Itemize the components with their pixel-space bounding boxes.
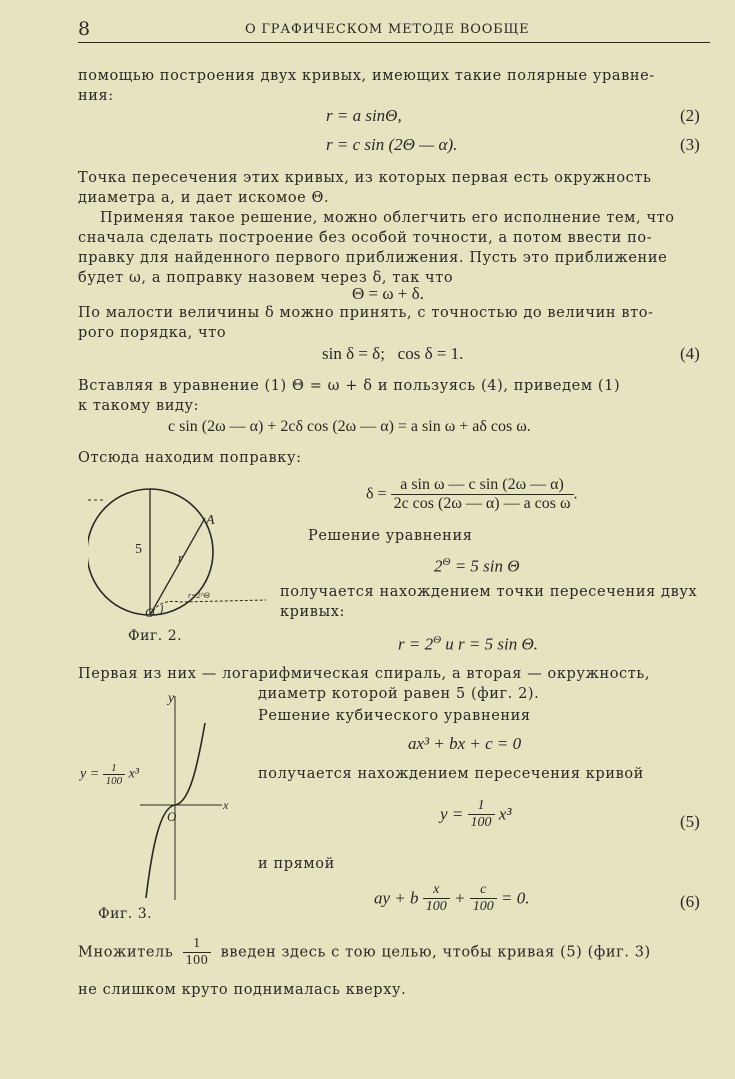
fig3-eq-rhs: x³ (128, 766, 140, 782)
equation-curves: $r = 2^\Theta$ и r = 5 sin Θ. (398, 634, 538, 654)
equation-number: (2) (680, 106, 700, 125)
eq5-fraction (468, 798, 495, 831)
p11-end: введен здесь с тою целью, чтобы кривая (5) (фиг. 3) (220, 944, 651, 961)
equation-long: c sin (2ω — α) + 2cδ cos (2ω — α) = a sin ω + aδ cos ω. (168, 418, 531, 435)
eq6-100a: 100 (423, 898, 450, 915)
eq6-c: c (480, 882, 487, 897)
text-line: По малости величины δ можно принять, с точностью до величин вто- (78, 305, 654, 321)
text-line: получается нахождением точки пересечения двух (280, 584, 698, 600)
p11-fraction (183, 936, 212, 969)
equation-3: r = c sin (2Θ — α). (326, 135, 458, 154)
header-rule (78, 42, 710, 43)
text-line: к такому виду: (78, 398, 200, 414)
delta-fraction (391, 476, 574, 513)
text-line: Вставляя в уравнение (1) Θ = ω + δ и пользуясь (4), приведем (1) (78, 378, 621, 394)
fig3-eq-den: 100 (103, 774, 126, 787)
text-line: диаметр которой равен 5 (фиг. 2). (258, 686, 540, 702)
p11-num: 1 (193, 936, 201, 951)
text-line: ния: (78, 88, 114, 104)
eq6-x: x (433, 882, 440, 897)
eq5-den: 100 (468, 814, 495, 831)
equation-6 (374, 882, 530, 915)
delta-end: . (573, 485, 578, 503)
fig2-label-A: A (206, 513, 215, 528)
fig2-radius-vector (150, 518, 205, 615)
equation-number: (5) (680, 812, 700, 831)
fig3-label-O: O (167, 809, 177, 824)
text-line: Отсюда находим поправку: (78, 450, 302, 466)
delta-denominator: 2c cos (2ω — α) — a cos ω (391, 494, 574, 513)
figure-3 (80, 688, 255, 903)
text-line: Решение уравнения (308, 528, 473, 544)
equation-number: (3) (680, 135, 700, 154)
eq5-rhs: x³ (498, 804, 512, 824)
eq6-frac-c (470, 882, 497, 915)
fig3-curve-label (80, 762, 139, 787)
equation-number: (4) (680, 344, 700, 363)
running-title: О ГРАФИЧЕСКОМ МЕТОДЕ ВООБЩЕ (245, 22, 530, 37)
text-line: сначала сделать построение без особой точности, а потом ввести по- (78, 230, 653, 246)
fig3-eq-num: 1 (111, 762, 117, 774)
figure-2 (88, 478, 268, 618)
eq6-100b: 100 (470, 898, 497, 915)
equation-theta: Θ = ω + δ. (352, 284, 424, 303)
fig2-caption: Фиг. 2. (128, 628, 183, 644)
equation-number: (6) (680, 892, 700, 911)
text-line: не слишком круто поднималась кверху. (78, 982, 407, 998)
text-line: Применяя такое решение, можно облегчить его исполнение тем, что (100, 210, 675, 226)
p11-den: 100 (183, 952, 212, 969)
fig3-eq-fraction (103, 762, 126, 787)
eq6-a: ay + b (374, 888, 419, 908)
text-line: рого порядка, что (78, 325, 227, 341)
text-line: Решение кубического уравнения (258, 708, 531, 724)
delta-formula (366, 476, 578, 513)
text-line: получается нахождением пересечения кривой (258, 766, 644, 782)
equation-5 (440, 798, 511, 831)
text-line: Первая из них — логарифмическая спираль, а вторая — окружность, (78, 666, 651, 682)
p11-start: Множитель (78, 944, 174, 961)
delta-lhs: δ = (366, 485, 387, 503)
fig2-label-spiral: r=2^Θ (188, 591, 210, 600)
eq5-num: 1 (477, 798, 485, 813)
fig3-label-x: x (223, 798, 229, 812)
text-line-with-fraction (78, 936, 651, 969)
eq5-lhs: y = (440, 804, 464, 824)
equation-exp: $2^\Theta = 5$ sin Θ (434, 556, 520, 576)
fig3-eq-lhs: y = (80, 766, 100, 782)
fig2-label-5: 5 (135, 542, 142, 557)
eq6-plus: + (454, 888, 466, 908)
page-number: 8 (78, 18, 91, 40)
equation-2: r = a sinΘ, (326, 106, 402, 125)
eq6-frac-x (423, 882, 450, 915)
equation-cubic: ax³ + bx + c = 0 (408, 734, 522, 753)
text-line: будет ω, а поправку назовем через δ, так что (78, 270, 454, 286)
equation-4: sin δ = δ; cos δ = 1. (322, 344, 464, 363)
fig2-label-O: O (145, 605, 155, 618)
text-line: Точка пересечения этих кривых, из которых первая есть окружность (78, 170, 652, 186)
fig2-label-r: r (178, 550, 184, 565)
text-line: правку для найденного первого приближения. Пусть это приближение (78, 250, 668, 266)
fig3-caption: Фиг. 3. (98, 906, 153, 922)
fig3-label-y: y (168, 691, 175, 706)
eq6-end: = 0. (501, 888, 530, 908)
text-line: помощью построения двух кривых, имеющих такие полярные уравне- (78, 68, 655, 84)
text-line: диаметра a, и дает искомое Θ. (78, 190, 330, 206)
text-line: и прямой (258, 856, 335, 872)
delta-numerator: a sin ω — c sin (2ω — α) (400, 476, 564, 493)
text-line: кривых: (280, 604, 345, 620)
